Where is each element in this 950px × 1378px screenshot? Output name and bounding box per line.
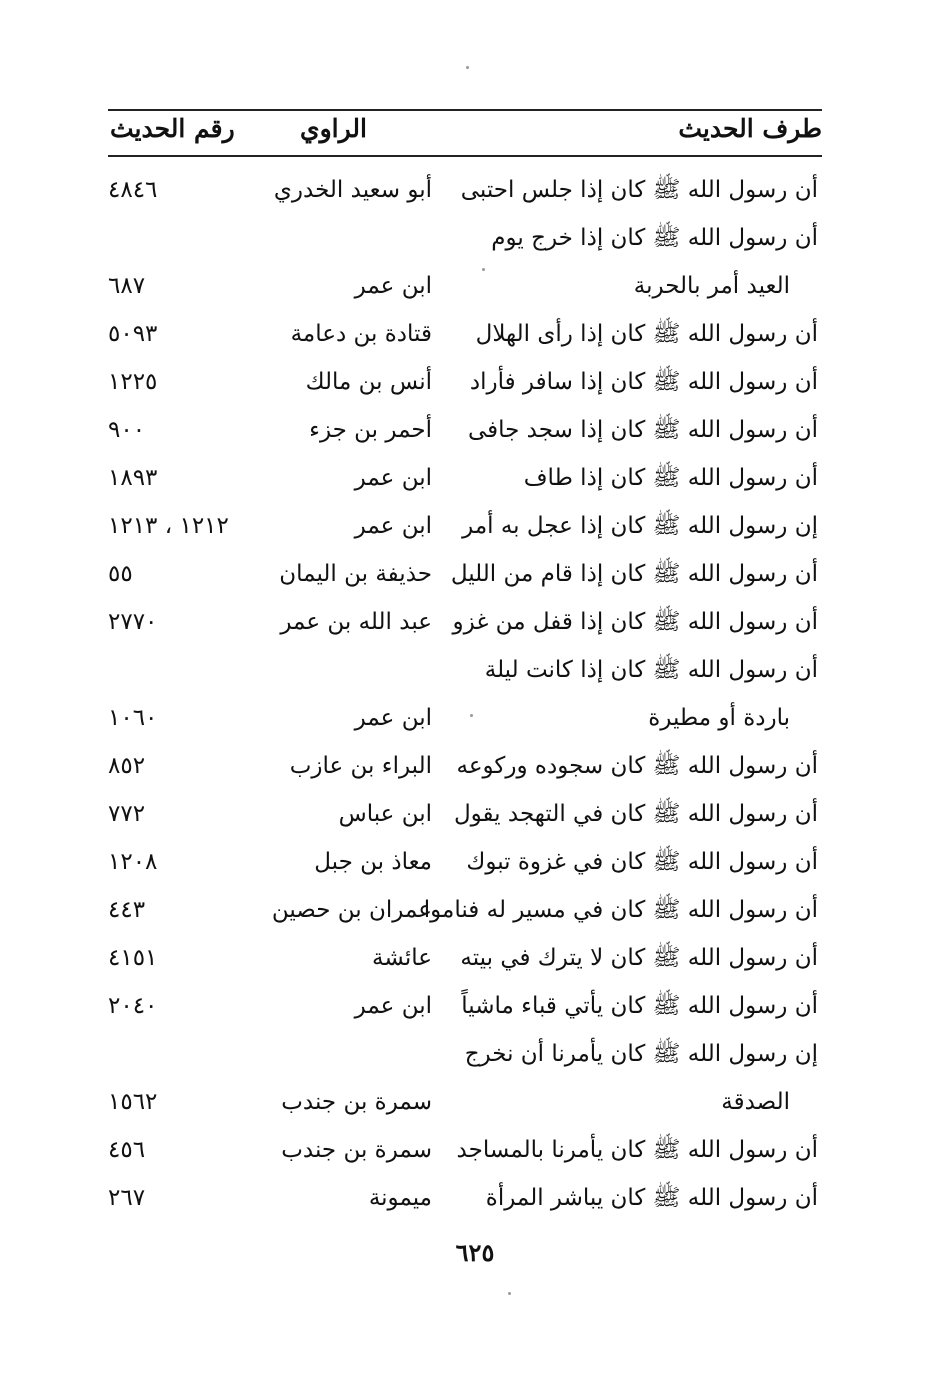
hadith-number: ١٥٦٢	[108, 1089, 158, 1115]
hadith-text: أن رسول الله ﷺ كان سجوده وركوعه	[456, 753, 818, 779]
hadith-number: ١٢٠٨	[108, 849, 158, 875]
narrator: البراء بن عازب	[289, 753, 432, 779]
column-header-number: رقم الحديث	[110, 114, 235, 143]
header-bottom-rule	[108, 155, 822, 157]
hadith-number: ٥٠٩٣	[108, 321, 158, 347]
narrator: عمران بن حصين	[271, 897, 432, 923]
hadith-number: ٩٠٠	[108, 417, 146, 443]
hadith-number: ٢٧٧٠	[108, 609, 158, 635]
table-row	[0, 362, 950, 410]
hadith-number: ٧٧٢	[108, 801, 146, 827]
narrator: أبو سعيد الخدري	[273, 177, 432, 203]
hadith-number: ٥٥	[108, 561, 133, 587]
scan-speck	[508, 1292, 511, 1295]
table-row	[0, 938, 950, 986]
table-row	[0, 1034, 950, 1082]
table-row	[0, 986, 950, 1034]
narrator: ابن عمر	[354, 273, 432, 299]
hadith-text: أن رسول الله ﷺ كان يأمرنا بالمساجد	[456, 1137, 818, 1163]
hadith-number: ١٠٦٠	[108, 705, 158, 731]
table-row	[0, 410, 950, 458]
hadith-text: أن رسول الله ﷺ كان إذا رأى الهلال	[475, 321, 818, 347]
hadith-text: أن رسول الله ﷺ كان إذا سجد جافى	[467, 417, 818, 443]
hadith-number: ٤٤٣	[108, 897, 146, 923]
table-row	[0, 554, 950, 602]
hadith-number: ٦٨٧	[108, 273, 146, 299]
hadith-number: ١٨٩٣	[108, 465, 158, 491]
column-header-hadith: طرف الحديث	[678, 114, 822, 143]
hadith-text: أن رسول الله ﷺ كان إذا قام من الليل	[450, 561, 818, 587]
narrator: ابن عباس	[338, 801, 432, 827]
narrator: ابن عمر	[354, 513, 432, 539]
hadith-number: ٤٥٦	[108, 1137, 146, 1163]
table-row	[0, 890, 950, 938]
hadith-number: ٨٥٢	[108, 753, 146, 779]
narrator: ابن عمر	[354, 465, 432, 491]
narrator: قتادة بن دعامة	[290, 321, 432, 347]
hadith-text: أن رسول الله ﷺ كان لا يترك في بيته	[460, 945, 818, 971]
table-row	[0, 458, 950, 506]
table-row	[0, 1082, 950, 1130]
narrator: أحمر بن جزء	[309, 417, 432, 443]
table-row	[0, 650, 950, 698]
hadith-number: ٤٨٤٦	[108, 177, 158, 203]
hadith-number: ٤١٥١	[108, 945, 158, 971]
narrator: ابن عمر	[354, 993, 432, 1019]
table-row	[0, 1178, 950, 1226]
hadith-text: باردة أو مطيرة	[648, 705, 790, 731]
hadith-text: أن رسول الله ﷺ كان إذا طاف	[523, 465, 818, 491]
hadith-text: الصدقة	[721, 1089, 790, 1115]
narrator: ميمونة	[368, 1185, 432, 1211]
hadith-number: ٢٦٧	[108, 1185, 146, 1211]
page-number: ٦٢٥	[455, 1238, 495, 1267]
narrator: سمرة بن جندب	[281, 1089, 432, 1115]
hadith-number: ٢٠٤٠	[108, 993, 158, 1019]
narrator: عائشة	[372, 945, 432, 971]
narrator: ابن عمر	[354, 705, 432, 731]
hadith-text: أن رسول الله ﷺ كان يأتي قباء ماشياً	[461, 993, 818, 1019]
table-row	[0, 170, 950, 218]
hadith-text: أن رسول الله ﷺ كان إذا خرج يوم	[491, 225, 818, 251]
narrator: حذيفة بن اليمان	[279, 561, 432, 587]
table-row	[0, 746, 950, 794]
table-row	[0, 794, 950, 842]
table-row	[0, 314, 950, 362]
column-header-narrator: الراوي	[300, 114, 367, 143]
table-row	[0, 842, 950, 890]
table-row	[0, 602, 950, 650]
hadith-text: أن رسول الله ﷺ كان إذا كانت ليلة	[484, 657, 818, 683]
scan-speck	[482, 268, 485, 271]
narrator: عبد الله بن عمر	[280, 609, 432, 635]
hadith-text: إن رسول الله ﷺ كان يأمرنا أن نخرج	[464, 1041, 818, 1067]
hadith-text: العيد أمر بالحربة	[633, 273, 790, 299]
table-row	[0, 266, 950, 314]
table-row	[0, 698, 950, 746]
hadith-text: أن رسول الله ﷺ كان إذا قفل من غزو	[452, 609, 818, 635]
hadith-text: أن رسول الله ﷺ كان في مسير له فناموا	[423, 897, 818, 923]
narrator: سمرة بن جندب	[281, 1137, 432, 1163]
table-row	[0, 506, 950, 554]
hadith-text: أن رسول الله ﷺ كان في غزوة تبوك	[466, 849, 818, 875]
narrator: معاذ بن جبل	[314, 849, 432, 875]
scan-speck	[466, 66, 469, 69]
hadith-text: أن رسول الله ﷺ كان يباشر المرأة	[485, 1185, 818, 1211]
hadith-text: أن رسول الله ﷺ كان إذا جلس احتبى	[460, 177, 818, 203]
narrator: أنس بن مالك	[305, 369, 432, 395]
table-row	[0, 218, 950, 266]
scan-speck	[470, 714, 473, 717]
hadith-text: أن رسول الله ﷺ كان إذا سافر فأراد	[469, 369, 818, 395]
hadith-number: ١٢٢٥	[108, 369, 158, 395]
hadith-text: أن رسول الله ﷺ كان في التهجد يقول	[453, 801, 818, 827]
table-row	[0, 1130, 950, 1178]
hadith-text: إن رسول الله ﷺ كان إذا عجل به أمر	[462, 513, 818, 539]
hadith-number: ١٢١٢ ، ١٢١٣	[108, 513, 229, 539]
header-top-rule	[108, 109, 822, 111]
